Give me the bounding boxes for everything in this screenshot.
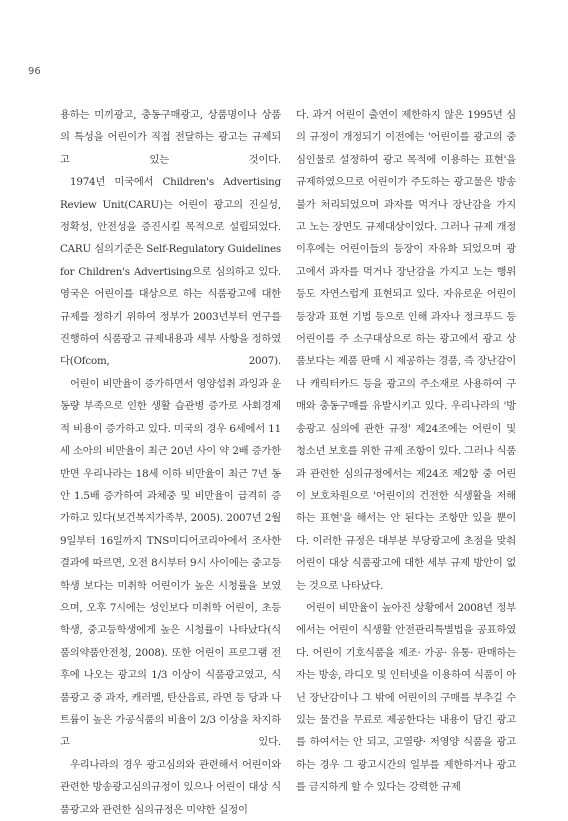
paragraph: 1974년 미국에서 Children's Advertising Review Unit(CARU)는 어린이 광고의 진실성, 정확성, 안전성을 증진시킬 목적으로 설립되었다. CARU 심의기준은 Self-Regulatory Guidelines for Children's Advertising으로 심의하고 있다. 영국은 어린이를 대상으로 하는 식품광고에 대한 규제를 정하기 위하여 정부가 2003년부터 연구를 진행하여 식품광고 규제내용과 세부 사항을 정하였다(Ofcom, 2007). xyxy=(60,176,281,368)
right-column xyxy=(296,104,516,799)
paragraph: 용하는 미끼광고, 충동구매광고, 상품명이나 상품의 특성을 어린이가 직접 전달하는 광고는 규제되고 있는 것이다. xyxy=(60,109,281,166)
paragraph: 우리나라의 경우 광고심의와 관련해서 어린이와 관련한 방송광고심의규정이 있으나 어린이 대상 식품광고와 관련한 심의규정은 미약한 실정이 xyxy=(60,758,281,816)
paragraph: 다. 과거 어린이 출연이 제한하지 않은 1995년 심의 규정이 개정되기 이전에는 '어린이를 광고의 중심인물로 설정하여 광고 목적에 이용하는 표현'을 규제하였으므로 어린이가 주도하는 광고물은 방송 불가 처리되었으며 과자를 먹거나 장난감을 가지고 노는 장면도 규제대상이었다. 그러나 규제 개정 이후에는 어린이들의 등장이 자유화 되었으며 광고에서 과자를 먹거나 장난감을 가지고 노는 행위 등도 자연스럽게 표현되고 있다. 자유로운 어린이 등장과 표현 기법 등으로 인해 과자나 정크푸드 등 어린이를 주 소구대상으로 하는 광고에서 광고 상품보다는 제품 판매 시 제공하는 경품, 즉 장난감이나 캐릭터카드 등을 광고의 주소재로 사용하여 구매와 충동구매를 유발시키고 있다. 우리나라의 '방송광고 심의에 관한 규정' 제24조에는 어린이 및 청소년 보호를 위한 규제 조항이 있다. 그러나 식품과 관련한 심의규정에서는 제24조 제2항 중 어린이 보호차원으로 '어린이의 건전한 식생활을 저해하는 표현'을 해서는 안 된다는 조항만 있을 뿐이다. 이러한 규정은 대부분 부당광고에 초점을 맞춰 어린이 대상 식품광고에 대한 세부 규제 방안이 없는 것으로 나타났다. xyxy=(296,109,516,592)
page-number: 96 xyxy=(28,66,41,77)
paragraph: 어린이 비만율이 높아진 상황에서 2008년 정부에서는 어린이 식생활 안전관리특별법을 공표하였다. 어린이 기호식품을 제조· 가공· 유통· 판매하는 자는 방송, 라디오 및 인터넷을 이용하여 식품이 아닌 장난감이나 그 밖에 어린이의 구매를 부추길 수 있는 물건을 무료로 제공한다는 내용이 담긴 광고를 하여서는 안 되고, 고열량· 저영양 식품을 광고하는 경우 그 광고시간의 일부를 제한하거나 광고를 금지하게 할 수 있다는 강력한 규제 xyxy=(296,601,516,794)
left-column xyxy=(60,104,281,821)
paragraph: 어린이 비만율이 증가하면서 영양섭취 과잉과 운동량 부족으로 인한 생활 습관병 증가로 사회경제적 비용이 증가하고 있다. 미국의 경우 6세에서 11세 소아의 비만율이 최근 20년 사이 약 2배 증가한 반면 우리나라는 18세 이하 비만율이 최근 7년 동안 1.5배 증가하여 과체중 및 비만율이 급격히 증가하고 있다(보건복지가족부, 2005). 2007년 2월 9일부터 16일까지 TNS미디어코리아에서 조사한 결과에 따르면, 오전 8시부터 9시 사이에는 중고등학생 보다는 미취학 어린이가 높은 시청률을 보였으며, 오후 7시에는 성인보다 미취학 어린이, 초등학생, 중고등학생에게 높은 시청률이 나타났다(식품의약품안전청, 2008). 또한 어린이 프로그램 전후에 나오는 광고의 1/3 이상이 식품광고였고, 식품광고 중 과자, 캐러멜, 탄산음료, 라면 등 당과 나트륨이 높은 가공식품의 비율이 2/3 이상을 차지하고 있다. xyxy=(60,377,281,749)
